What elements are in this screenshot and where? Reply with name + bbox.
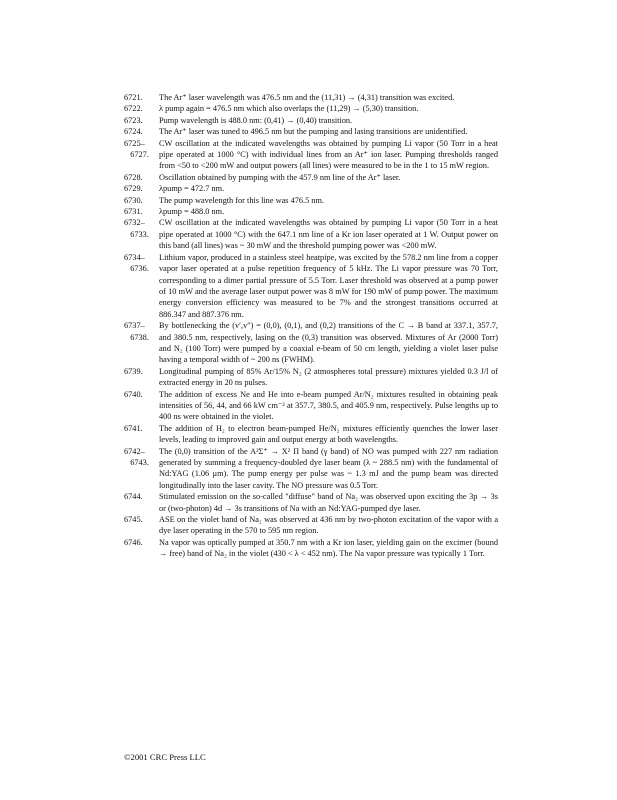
note-number: 6745. (124, 515, 143, 525)
note-item (124, 514, 498, 537)
note-item (124, 172, 498, 183)
note-text: Stimulated emission on the so-called "diffuse" band of Na₂ was observed upon exciting the 3p → 3s or (two-photon) 4d → 3s transitions of Na with an Nd:YAG-pumped dye laser. (159, 492, 498, 513)
note-item (124, 195, 498, 206)
note-item (124, 217, 498, 251)
note-number: 6728. (124, 172, 143, 182)
note-number: 6730. (124, 195, 143, 205)
note-text: By bottlenecking the (v′,v″) = (0,0), (0,1), and (0,2) transitions of the C → B band at 337.1, 357.7, and 380.5 nm, respectively, lasing on the (0,3) transition was observed. Mixtures of Ar (2000 Torr) and N₂ (100 Torr) were pumped by a coaxial e-beam of 50 cm length, yielding a violet laser pulse having a temporal width of ~ 200 ns (FWHM). (159, 321, 498, 365)
notes-list (124, 92, 498, 560)
note-text: ASE on the violet band of Na₂ was observed at 436 nm by two-photon excitation of the vapor with a dye laser operating in the 570 to 595 nm region. (159, 515, 498, 536)
note-text: λpump = 472.7 nm. (159, 184, 225, 194)
note-text: Pump wavelength is 488.0 nm: (0,41) → (0,40) transition. (159, 115, 353, 125)
note-number: 6731. (124, 207, 143, 217)
note-item (124, 491, 498, 514)
note-text: Na vapor was optically pumped at 350.7 nm with a Kr ion laser, yielding gain on the excimer (bound → free) band of Na₂ in the violet (430 < λ < 452 nm). The Na vapor pressure was typically 1 Torr. (159, 537, 498, 559)
note-item (124, 320, 498, 366)
note-text: The pump wavelength for this line was 476.5 nm. (159, 195, 324, 205)
note-number: 6724. (124, 127, 143, 137)
note-item (124, 537, 498, 560)
note-text: λpump = 488.0 nm. (159, 207, 225, 217)
note-item (124, 92, 498, 103)
note-number: 6722. (124, 104, 143, 114)
note-item (124, 115, 498, 126)
note-text: Oscillation obtained by pumping with the 457.9 nm line of the Ar⁺ laser. (159, 172, 401, 182)
note-text: CW oscillation at the indicated wavelengths was obtained by pumping Li vapor (50 Torr in a heat pipe operated at 1000 °C) with individual lines from an Ar⁺ ion laser. Pumping thresholds ranged from <50 to <200 mW and output powers (all lines) were measured to be in the 1 to 15 mW region. (159, 138, 498, 171)
note-number: 6742– 6743. (124, 446, 149, 467)
note-text: The addition of excess Ne and He into e-beam pumped Ar/N₂ mixtures resulted in obtaining peak intensities of 56, 44, and 66 kW cm⁻² at 357.7, 380.5, and 405.9 nm, respectively. Pulse lengths up to 400 ns were obtained in the violet. (159, 389, 498, 422)
note-item (124, 389, 498, 423)
note-item (124, 252, 498, 320)
note-item (124, 446, 498, 492)
note-number: 6741. (124, 423, 143, 433)
note-text: The (0,0) transition of the A²Σ⁺ → X² Π band (γ band) of NO was pumped with 227 nm radiation generated by summing a frequency-doubled dye laser beam (λ ~ 288.5 nm) with the fundamental of Nd:YAG (1.06 μm). The pump energy per pulse was ~ 1.3 mJ and the pump beam was directed longitudinally into the laser cavity. The NO pressure was 0.5 Torr. (159, 446, 498, 490)
note-number: 6723. (124, 115, 143, 125)
note-number: 6746. (124, 537, 143, 547)
note-number: 6744. (124, 492, 143, 502)
note-item (124, 206, 498, 217)
note-item (124, 126, 498, 137)
note-item (124, 103, 498, 114)
note-number: 6725– 6727. (124, 138, 149, 160)
note-text: The Ar⁺ laser wavelength was 476.5 nm and the (11,31) → (4,31) transition was excited. (159, 93, 455, 102)
note-text: λ pump again = 476.5 nm which also overlaps the (11,29) → (5,30) transition. (159, 104, 419, 114)
note-number: 6732– 6733. (124, 218, 149, 239)
note-number: 6721. (124, 93, 143, 102)
note-item (124, 138, 498, 172)
note-text: CW oscillation at the indicated wavelengths was obtained by pumping Li vapor (50 Torr in a heat pipe operated at 1000 °C) with the 647.1 nm line of a Kr ion laser operated at 1 W. Output power on this band (all lines) was ~ 30 mW and the threshold pumping power was <200 mW. (159, 218, 498, 251)
note-item (124, 423, 498, 446)
copyright-footer: ©2001 CRC Press LLC (124, 752, 206, 762)
note-item (124, 366, 498, 389)
note-text: Lithium vapor, produced in a stainless steel heatpipe, was excited by the 578.2 nm line from a copper vapor laser operated at a pulse repetition frequency of 5 kHz. The Li vapor pressure was 70 Torr, corresponding to a dimer partial pressure of 5.5 Torr. Laser threshold was observed at a pump power of 10 mW and the average laser output power was 8 mW for 190 mW of pump power. The maximum energy conversion efficiency was measured to be 7% and the strongest transitions occurred at 886.347 and 887.376 nm. (159, 252, 498, 319)
note-number: 6739. (124, 366, 143, 376)
note-text: Longitudinal pumping of 85% Ar/15% N₂ (2 atmospheres total pressure) mixtures yielded 0.3 J/l of extracted energy in 20 ns pulses. (159, 366, 498, 388)
note-number: 6740. (124, 389, 143, 399)
note-item (124, 183, 498, 194)
note-text: The addition of H₂ to electron beam-pumped He/N₂ mixtures efficiently quenches the lower laser levels, leading to improved gain and output energy at both wavelengths. (159, 423, 498, 445)
note-number: 6737– 6738. (124, 321, 149, 342)
note-number: 6729. (124, 184, 143, 194)
note-text: The Ar⁺ laser was tuned to 496.5 nm but the pumping and lasing transitions are unidentified. (159, 127, 468, 137)
note-number: 6734– 6736. (124, 252, 149, 274)
